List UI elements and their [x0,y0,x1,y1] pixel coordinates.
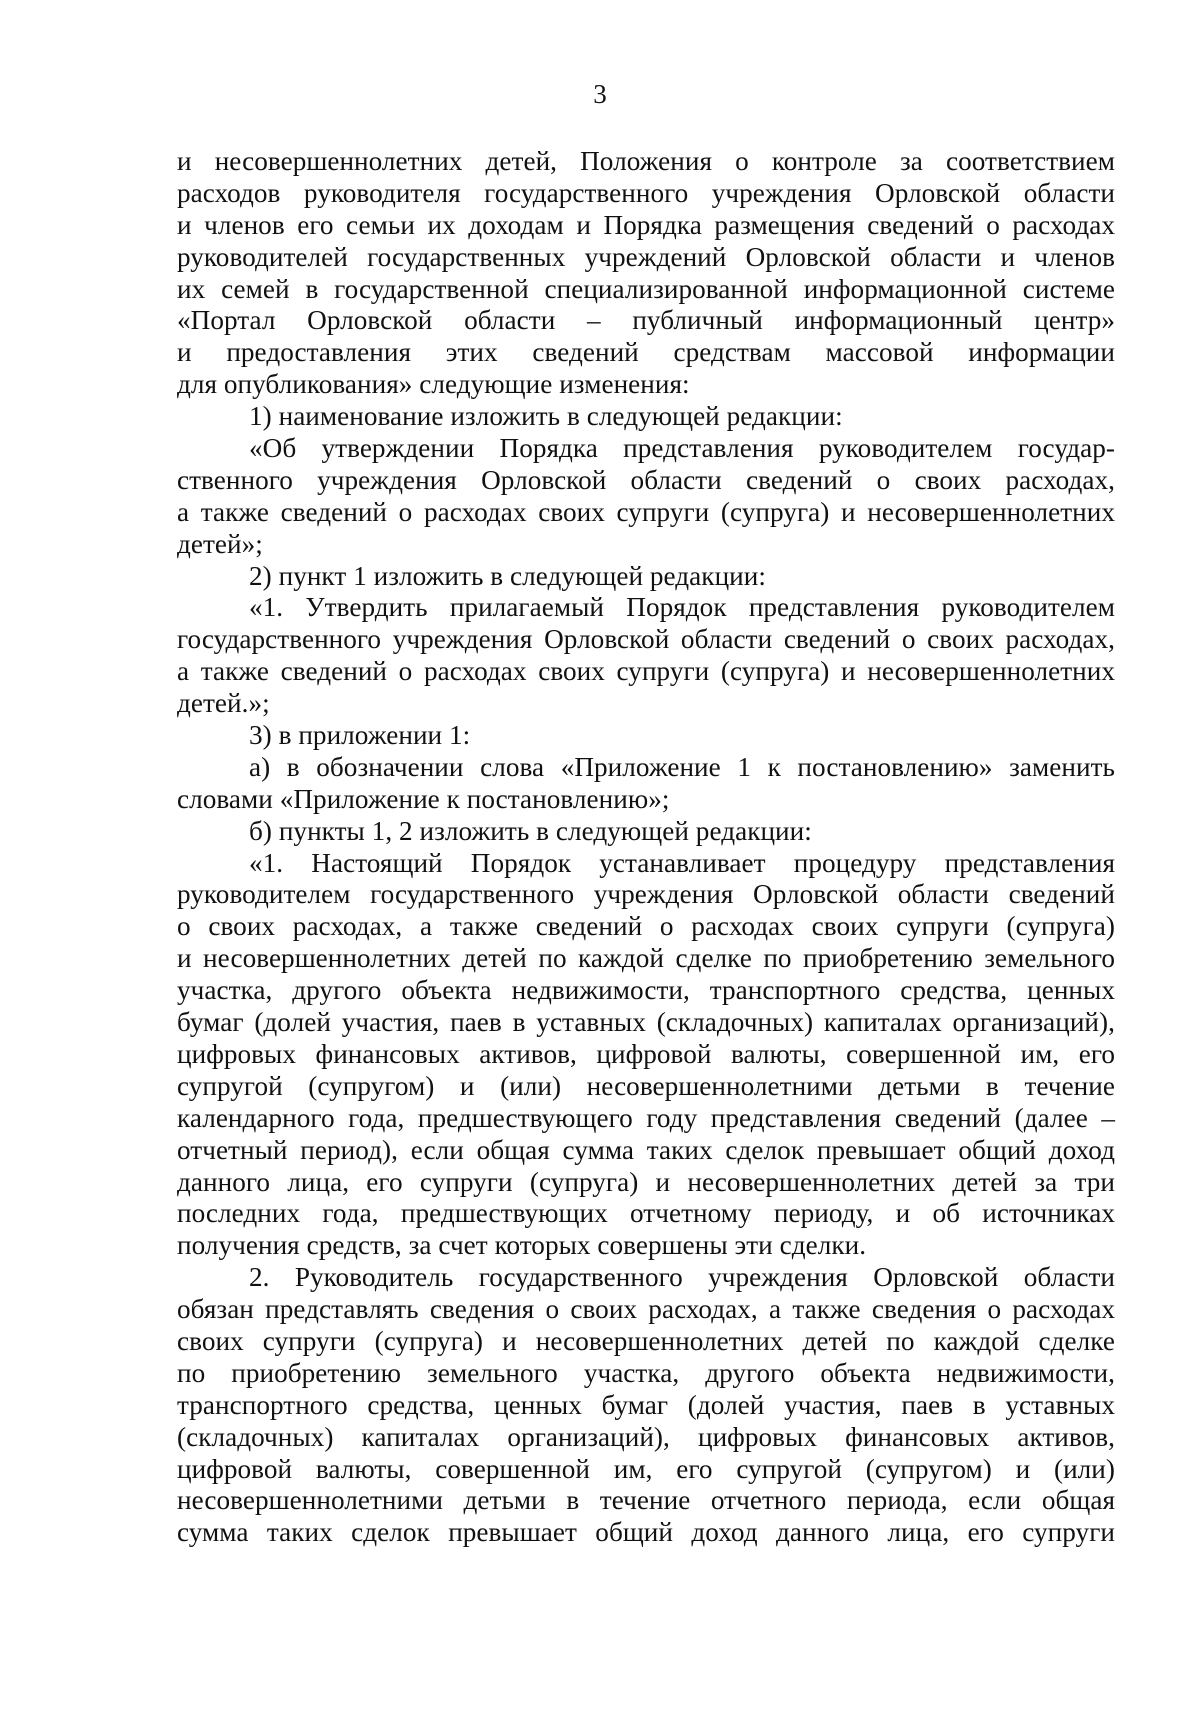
quote-line: последних года, предшествующих отчетному периоду, и об источниках [177,1198,1115,1229]
quote-line: о своих расходах, а также сведений о расходах своих супруги (супруга) [177,911,1115,942]
quote-line: «1. Настоящий Порядок устанавливает процедуру представления [249,847,1115,878]
quote-line: детей»; [177,528,263,559]
text-line: транспортного средства, ценных бумаг (долей участия, паев в уставных [177,1389,1115,1420]
text-line: а) в обозначении слова «Приложение 1 к постановлению» заменить [249,751,1115,782]
text-line: «Портал Орловской области – публичный информационный центр» [177,305,1115,336]
quote-line: «1. Утвердить прилагаемый Порядок представления руководителем [249,592,1115,623]
text-line: и членов его семьи их доходам и Порядка размещения сведений о расходах [177,209,1115,240]
text-line: руководителей государственных учреждений Орловской области и членов [177,241,1115,272]
list-item-heading: б) пункты 1, 2 изложить в следующей редакции: [249,815,812,846]
text-line: цифровой валюты, совершенной им, его супругой (супругом) и (или) [177,1453,1115,1484]
quote-line: и несовершеннолетних детей по каждой сделке по приобретению земельного [177,943,1115,974]
quote-line: календарного года, предшествующего году представления сведений (далее – [177,1102,1115,1133]
text-line: обязан представлять сведения о своих расходах, а также сведения о расходах [177,1294,1115,1325]
body-text [177,146,1115,1549]
text-line: по приобретению земельного участка, другого объекта недвижимости, [177,1357,1115,1388]
text-line: несовершеннолетними детьми в течение отчетного периода, если общая [177,1485,1115,1516]
text-line: и несовершеннолетних детей, Положения о контроле за соответствием [177,146,1115,176]
quote-line: бумаг (долей участия, паев в уставных (складочных) капиталах организаций), [177,1007,1115,1038]
quote-line: «Об утверждении Порядка представления руководителем государ- [249,433,1115,464]
text-line: и предоставления этих сведений средствам массовой информации [177,337,1115,368]
text-line: своих супруги (супруга) и несовершеннолетних детей по каждой сделке [177,1325,1115,1356]
list-item-heading: 1) наименование изложить в следующей редакции: [249,401,843,432]
list-item-heading: 2) пункт 1 изложить в следующей редакции: [249,560,766,591]
quote-line: детей.»; [177,688,270,719]
quote-line: цифровых финансовых активов, цифровой валюты, совершенной им, его [177,1038,1115,1069]
quote-line: руководителем государственного учреждения Орловской области сведений [177,879,1115,910]
list-item-heading: 3) в приложении 1: [249,720,471,751]
quote-line: а также сведений о расходах своих супруги (супруга) и несовершеннолетних [177,496,1115,527]
text-line: (складочных) капиталах организаций), цифровых финансовых активов, [177,1421,1115,1452]
text-line: расходов руководителя государственного учреждения Орловской области [177,177,1115,208]
quote-line: данного лица, его супруги (супруга) и несовершеннолетних детей за три [177,1166,1115,1197]
quote-line: участка, другого объекта недвижимости, транспортного средства, ценных [177,975,1115,1006]
text-line: словами «Приложение к постановлению»; [177,783,670,814]
quote-line: получения средств, за счет которых совершены эти сделки. [177,1230,867,1261]
quote-line: государственного учреждения Орловской области сведений о своих расходах, [177,624,1115,655]
text-line: сумма таких сделок превышает общий доход данного лица, его супруги [177,1517,1115,1548]
text-line: 2. Руководитель государственного учреждения Орловской области [249,1262,1115,1293]
page-number: 3 [593,79,607,109]
quote-line: а также сведений о расходах своих супруги (супруга) и несовершеннолетних [177,656,1115,687]
quote-line: супругой (супругом) и (или) несовершеннолетними детьми в течение [177,1070,1115,1101]
text-line: для опубликования» следующие изменения: [177,369,690,400]
quote-line: ственного учреждения Орловской области сведений о своих расходах, [177,464,1115,495]
quote-line: отчетный период), если общая сумма таких сделок превышает общий доход [177,1134,1115,1165]
text-line: их семей в государственной специализированной информационной системе [177,273,1115,304]
